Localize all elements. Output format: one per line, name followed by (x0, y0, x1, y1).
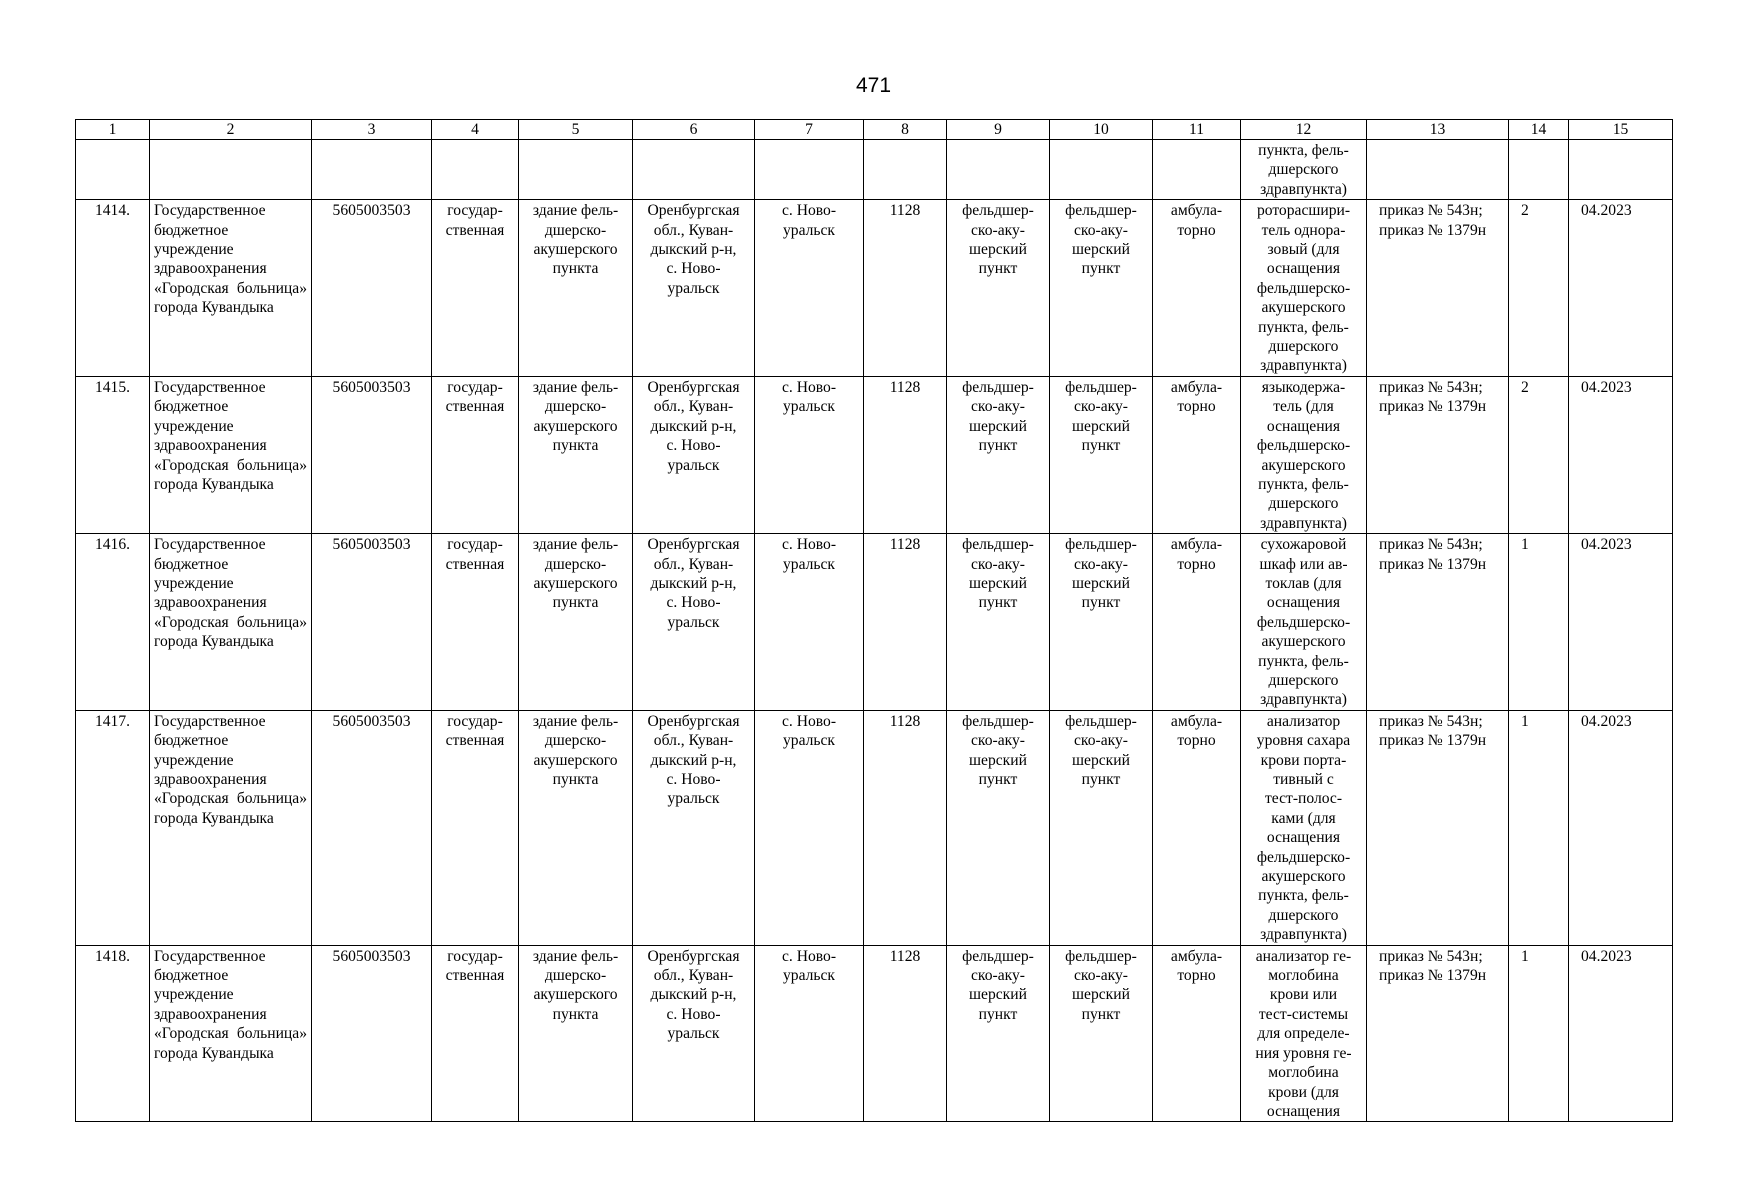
equipment-cell (1241, 376, 1367, 533)
equipment-text: роторасшири- тель однора- зовый (для оснащения фельдшерско- акушерского пункта, фель- дшерского здравпункта) (1256, 202, 1351, 375)
unit2-cell (1050, 376, 1153, 533)
building-cell (519, 945, 633, 1122)
code-cell (864, 534, 947, 711)
order-cell (1367, 534, 1509, 711)
quantity-cell (1509, 534, 1569, 711)
table-body (76, 140, 1673, 1122)
organization-text: Государственное бюджетное учреждение здравоохранения «Городская больница» города Кувандыка (154, 712, 307, 827)
mode-text: амбула- торно (1170, 378, 1223, 416)
column-header-1: 1 (76, 120, 150, 140)
locality-cell (755, 200, 864, 377)
cell-equipment (1241, 140, 1367, 200)
unit2-text: фельдшер- ско-аку- шерский пункт (1065, 536, 1137, 612)
ownership-cell (432, 710, 519, 945)
inn-cell (312, 945, 432, 1122)
building-cell (519, 376, 633, 533)
locality-text: с. Ново- уральск (781, 947, 837, 985)
locality-cell (755, 534, 864, 711)
code-cell (864, 200, 947, 377)
column-header-2: 2 (150, 120, 312, 140)
cell-3 (312, 140, 432, 200)
code-text: 1128 (889, 536, 921, 554)
cell-11 (1153, 140, 1241, 200)
cell-14 (1509, 140, 1569, 200)
locality-cell (755, 376, 864, 533)
unit-text: фельдшер- ско-аку- шерский пункт (962, 378, 1034, 455)
row-number-cell (76, 200, 150, 377)
cell-7 (755, 140, 864, 200)
table-row (76, 945, 1673, 1122)
building-cell (519, 710, 633, 945)
address-text: Оренбургская обл., Куван- дыкский р-н, с. Ново- уральск (647, 536, 740, 631)
code-cell (864, 376, 947, 533)
date-cell (1569, 945, 1673, 1122)
table-row (76, 376, 1673, 533)
quantity-text: 1 (1521, 947, 1529, 965)
cell-6 (633, 140, 755, 200)
address-text: Оренбургская обл., Куван- дыкский р-н, с. Ново- уральск (647, 202, 740, 297)
unit-text: фельдшер- ско-аку- шерский пункт (962, 202, 1034, 278)
registry-table (75, 119, 1673, 1122)
organization-cell (150, 376, 312, 533)
code-cell (864, 945, 947, 1122)
locality-text: с. Ново- уральск (781, 536, 837, 573)
page-number: 471 (855, 74, 892, 97)
building-text: здание фель- дшерско- акушерского пункта (532, 712, 619, 788)
mode-text: амбула- торно (1170, 947, 1223, 985)
ownership-cell (432, 376, 519, 533)
ownership-cell (432, 200, 519, 377)
ownership-cell (432, 945, 519, 1122)
column-header-4: 4 (432, 120, 519, 140)
equipment-text: языкодержа- тель (для оснащения фельдшерско- акушерского пункта, фель- дшерского здравпункта) (1256, 378, 1351, 532)
unit2-text: фельдшер- ско-аку- шерский пункт (1065, 712, 1137, 788)
unit-cell (947, 534, 1050, 711)
ownership-text: государ- ственная (445, 536, 505, 573)
date-text: 04.2023 (1581, 536, 1632, 554)
ownership-cell (432, 534, 519, 711)
mode-cell (1153, 534, 1241, 711)
column-header-11: 11 (1153, 120, 1241, 140)
organization-cell (150, 710, 312, 945)
organization-text: Государственное бюджетное учреждение здравоохранения «Городская больница» города Кувандыка (154, 947, 307, 1062)
code-cell (864, 710, 947, 945)
equipment-cell (1241, 945, 1367, 1122)
column-header-6: 6 (633, 120, 755, 140)
quantity-text: 1 (1521, 712, 1529, 730)
organization-text: Государственное бюджетное учреждение здравоохранения «Городская больница» города Кувандыка (154, 536, 307, 651)
quantity-cell (1509, 376, 1569, 533)
cell-1 (76, 140, 150, 200)
order-cell (1367, 945, 1509, 1122)
equipment-text: анализатор уровня сахара крови порта- тивный с тест-полос- ками (для оснащения фельдшерско- акушерского пункта, фель- дшерского здравпункта) (1256, 712, 1351, 944)
quantity-cell (1509, 710, 1569, 945)
inn-text: 5605003503 (332, 378, 411, 396)
code-text: 1128 (889, 202, 921, 220)
equipment-cell (1241, 710, 1367, 945)
building-text: здание фель- дшерско- акушерского пункта (532, 378, 619, 455)
organization-cell (150, 200, 312, 377)
unit2-cell (1050, 200, 1153, 377)
equipment-cell (1241, 200, 1367, 377)
ownership-text: государ- ственная (445, 378, 505, 416)
unit2-cell (1050, 534, 1153, 711)
date-text: 04.2023 (1581, 202, 1632, 220)
ownership-text: государ- ственная (445, 202, 505, 239)
address-cell (633, 200, 755, 377)
unit-cell (947, 710, 1050, 945)
locality-text: с. Ново- уральск (781, 378, 837, 416)
cell-8 (864, 140, 947, 200)
row-number-text: 1418. (94, 947, 131, 965)
building-cell (519, 200, 633, 377)
locality-cell (755, 710, 864, 945)
order-text: приказ № 543н; приказ № 1379н (1379, 712, 1487, 750)
mode-cell (1153, 710, 1241, 945)
continuation-row (76, 140, 1673, 200)
cell-10 (1050, 140, 1153, 200)
unit-cell (947, 376, 1050, 533)
column-header-5: 5 (519, 120, 633, 140)
unit-text: фельдшер- ско-аку- шерский пункт (962, 536, 1034, 612)
order-cell (1367, 200, 1509, 377)
locality-text: с. Ново- уральск (781, 202, 837, 239)
locality-text: с. Ново- уральск (781, 712, 837, 750)
unit-text: фельдшер- ско-аку- шерский пункт (962, 712, 1034, 788)
organization-text: Государственное бюджетное учреждение здравоохранения «Городская больница» города Кувандыка (154, 378, 307, 493)
date-text: 04.2023 (1581, 947, 1632, 965)
column-header-8: 8 (864, 120, 947, 140)
equipment-text: сухожаровой шкаф или ав- токлав (для оснащения фельдшерско- акушерского пункта, фель- дшерского здравпункта) (1256, 536, 1351, 709)
cell-2 (150, 140, 312, 200)
address-cell (633, 710, 755, 945)
quantity-text: 1 (1521, 536, 1529, 554)
organization-cell (150, 534, 312, 711)
address-text: Оренбургская обл., Куван- дыкский р-н, с. Ново- уральск (647, 947, 740, 1043)
mode-cell (1153, 945, 1241, 1122)
equipment-text: пункта, фель- дшерского здравпункта) (1258, 142, 1349, 198)
date-cell (1569, 376, 1673, 533)
cell-9 (947, 140, 1050, 200)
quantity-cell (1509, 200, 1569, 377)
cell-4 (432, 140, 519, 200)
unit2-cell (1050, 945, 1153, 1122)
locality-cell (755, 945, 864, 1122)
address-cell (633, 945, 755, 1122)
building-text: здание фель- дшерско- акушерского пункта (532, 536, 619, 612)
column-header-3: 3 (312, 120, 432, 140)
ownership-text: государ- ственная (445, 712, 505, 750)
building-cell (519, 534, 633, 711)
column-header-15: 15 (1569, 120, 1673, 140)
cell-5 (519, 140, 633, 200)
column-header-9: 9 (947, 120, 1050, 140)
unit2-text: фельдшер- ско-аку- шерский пункт (1065, 202, 1137, 278)
date-text: 04.2023 (1581, 712, 1632, 730)
order-cell (1367, 710, 1509, 945)
address-cell (633, 534, 755, 711)
column-header-7: 7 (755, 120, 864, 140)
row-number-text: 1416. (94, 536, 131, 554)
row-number-cell (76, 710, 150, 945)
column-header-12: 12 (1241, 120, 1367, 140)
quantity-cell (1509, 945, 1569, 1122)
unit-cell (947, 200, 1050, 377)
mode-text: амбула- торно (1170, 202, 1223, 239)
organization-cell (150, 945, 312, 1122)
unit-cell (947, 945, 1050, 1122)
date-cell (1569, 534, 1673, 711)
mode-cell (1153, 200, 1241, 377)
inn-cell (312, 534, 432, 711)
order-text: приказ № 543н; приказ № 1379н (1379, 202, 1487, 239)
mode-text: амбула- торно (1170, 712, 1223, 750)
date-cell (1569, 710, 1673, 945)
inn-text: 5605003503 (332, 947, 411, 965)
address-cell (633, 376, 755, 533)
column-header-13: 13 (1367, 120, 1509, 140)
row-number-text: 1417. (94, 712, 131, 730)
mode-text: амбула- торно (1170, 536, 1223, 573)
cell-13 (1367, 140, 1509, 200)
table-row (76, 534, 1673, 711)
inn-cell (312, 200, 432, 377)
unit-text: фельдшер- ско-аку- шерский пункт (962, 947, 1034, 1023)
quantity-text: 2 (1521, 378, 1529, 396)
inn-cell (312, 376, 432, 533)
unit2-text: фельдшер- ско-аку- шерский пункт (1065, 947, 1137, 1023)
row-number-text: 1415. (94, 378, 131, 396)
inn-cell (312, 710, 432, 945)
equipment-text: анализатор ге- моглобина крови или тест-системы для определе- ния уровня ге- моглобина крови (для оснащения (1255, 947, 1352, 1120)
inn-text: 5605003503 (332, 536, 411, 554)
order-text: приказ № 543н; приказ № 1379н (1379, 947, 1487, 985)
address-text: Оренбургская обл., Куван- дыкский р-н, с. Ново- уральск (647, 712, 740, 808)
unit2-text: фельдшер- ско-аку- шерский пункт (1065, 378, 1137, 455)
code-text: 1128 (889, 378, 921, 396)
ownership-text: государ- ственная (445, 947, 505, 985)
code-text: 1128 (889, 712, 921, 730)
equipment-cell (1241, 534, 1367, 711)
row-number-cell (76, 534, 150, 711)
address-text: Оренбургская обл., Куван- дыкский р-н, с. Ново- уральск (647, 378, 740, 474)
order-text: приказ № 543н; приказ № 1379н (1379, 536, 1487, 573)
row-number-cell (76, 376, 150, 533)
column-header-10: 10 (1050, 120, 1153, 140)
inn-text: 5605003503 (332, 202, 411, 220)
building-text: здание фель- дшерско- акушерского пункта (532, 947, 619, 1023)
quantity-text: 2 (1521, 202, 1529, 220)
table-row (76, 200, 1673, 377)
inn-text: 5605003503 (332, 712, 411, 730)
unit2-cell (1050, 710, 1153, 945)
table-row (76, 710, 1673, 945)
row-number-cell (76, 945, 150, 1122)
date-cell (1569, 200, 1673, 377)
code-text: 1128 (889, 947, 921, 965)
row-number-text: 1414. (94, 202, 131, 220)
building-text: здание фель- дшерско- акушерского пункта (532, 202, 619, 278)
order-cell (1367, 376, 1509, 533)
cell-15 (1569, 140, 1673, 200)
organization-text: Государственное бюджетное учреждение здравоохранения «Городская больница» города Кувандыка (154, 202, 307, 317)
order-text: приказ № 543н; приказ № 1379н (1379, 378, 1487, 416)
date-text: 04.2023 (1581, 378, 1632, 396)
column-number-row (76, 120, 1673, 140)
column-header-14: 14 (1509, 120, 1569, 140)
mode-cell (1153, 376, 1241, 533)
